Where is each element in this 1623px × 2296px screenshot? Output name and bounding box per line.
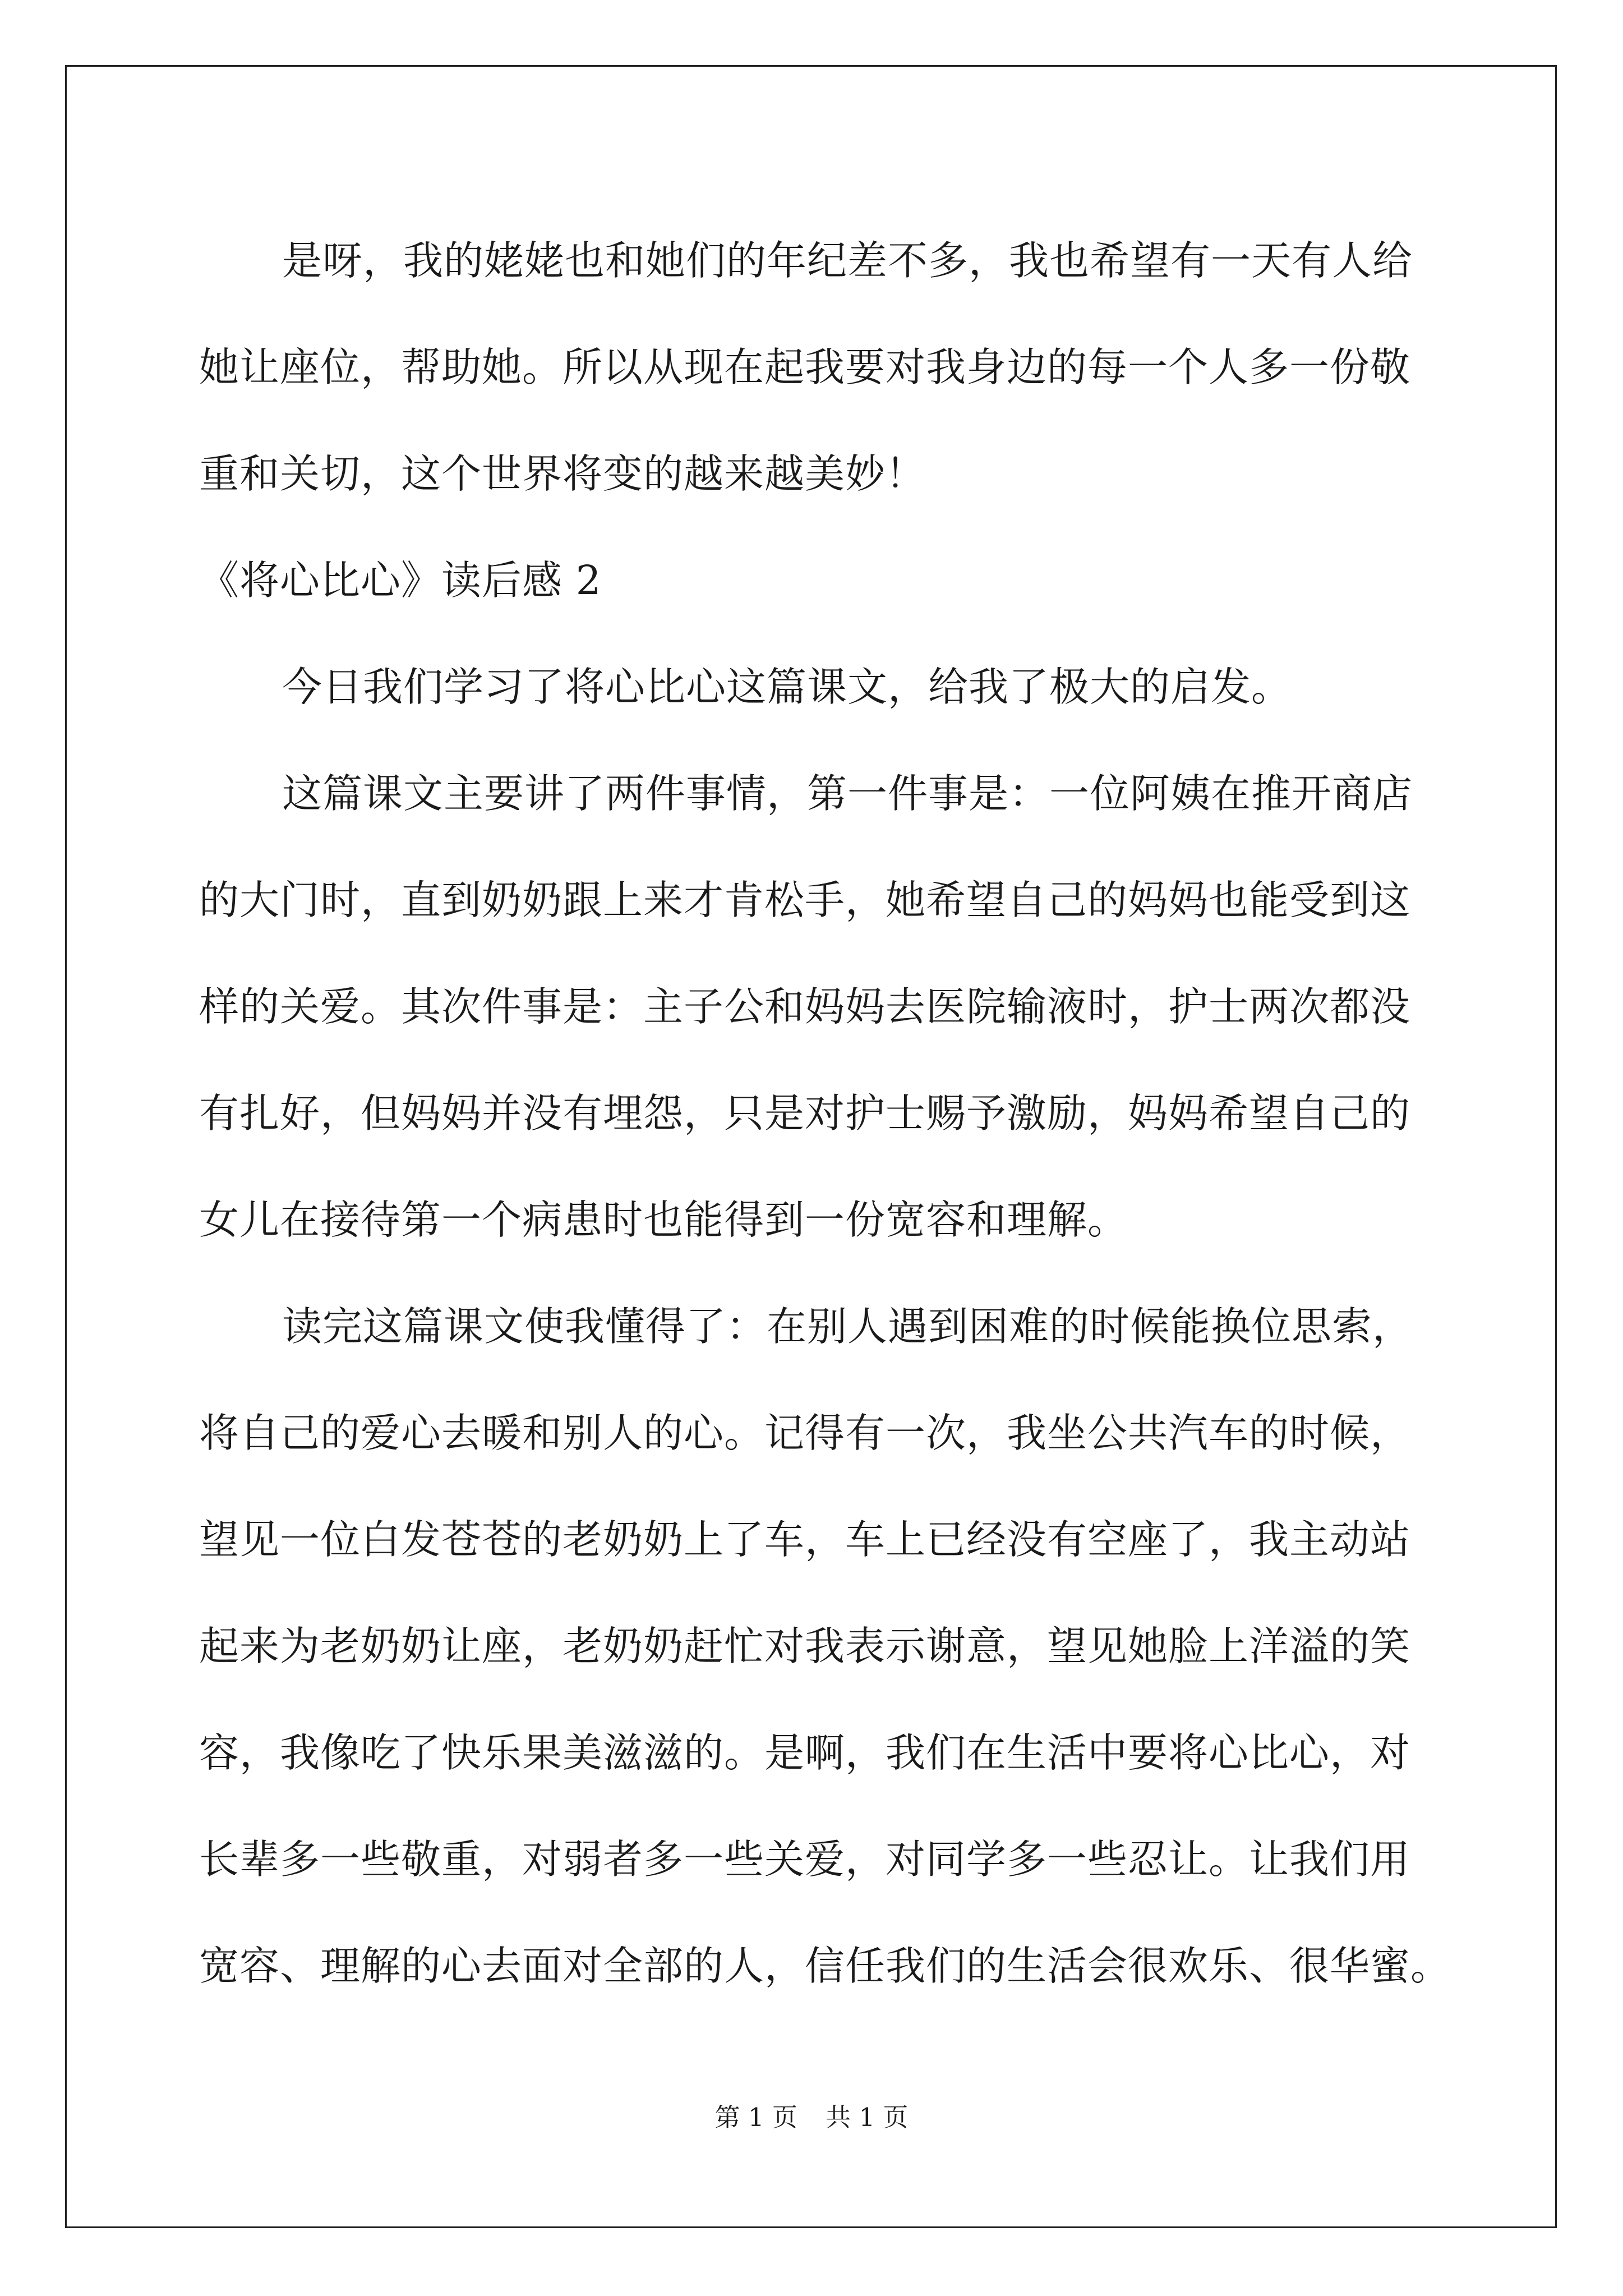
paragraph-line: 容，我像吃了快乐果美滋滋的。是啊，我们在生活中要将心比心，对 [199, 1729, 1411, 1776]
page-total: 共 1 页 [826, 2102, 909, 2132]
page-number: 第 1 页 [714, 2102, 797, 2132]
page-footer [0, 2101, 1623, 2134]
paragraph-line: 样的关爱。其次件事是：主子公和妈妈去医院输液时，护士两次都没 [199, 983, 1411, 1030]
document-body [199, 208, 1451, 2019]
paragraph-line: 长辈多一些敬重，对弱者多一些关爱，对同学多一些忍让。让我们用 [199, 1836, 1411, 1883]
paragraph-line: 宽容、理解的心去面对全部的人，信任我们的生活会很欢乐、很华蜜。 [199, 1943, 1451, 1989]
section-heading: 《将心比心》读后感 2 [199, 557, 602, 604]
paragraph-line: 读完这篇课文使我懂得了：在别人遇到困难的时候能换位思索， [282, 1303, 1413, 1350]
paragraph-line: 女儿在接待第一个病患时也能得到一份宽容和理解。 [199, 1197, 1128, 1243]
paragraph-line: 这篇课文主要讲了两件事情，第一件事是：一位阿姨在推开商店 [282, 770, 1413, 817]
paragraph-line: 重和关切，这个世界将变的越来越美妙！ [199, 450, 926, 497]
paragraph-line: 有扎好，但妈妈并没有埋怨，只是对护士赐予激励，妈妈希望自己的 [199, 1090, 1411, 1137]
paragraph-line: 的大门时，直到奶奶跟上来才肯松手，她希望自己的妈妈也能受到这 [199, 877, 1411, 923]
paragraph-line: 她让座位，帮助她。所以从现在起我要对我身边的每一个人多一份敬 [199, 344, 1411, 390]
paragraph-line: 望见一位白发苍苍的老奶奶上了车，车上已经没有空座了，我主动站 [199, 1516, 1411, 1563]
paragraph-line: 是呀，我的姥姥也和她们的年纪差不多，我也希望有一天有人给 [282, 237, 1413, 284]
paragraph-line: 将自己的爱心去暖和别人的心。记得有一次，我坐公共汽车的时候， [199, 1410, 1411, 1456]
paragraph-line: 今日我们学习了将心比心这篇课文，给我了极大的启发。 [282, 664, 1292, 710]
paragraph-line: 起来为老奶奶让座，老奶奶赶忙对我表示谢意，望见她脸上洋溢的笑 [199, 1623, 1411, 1669]
